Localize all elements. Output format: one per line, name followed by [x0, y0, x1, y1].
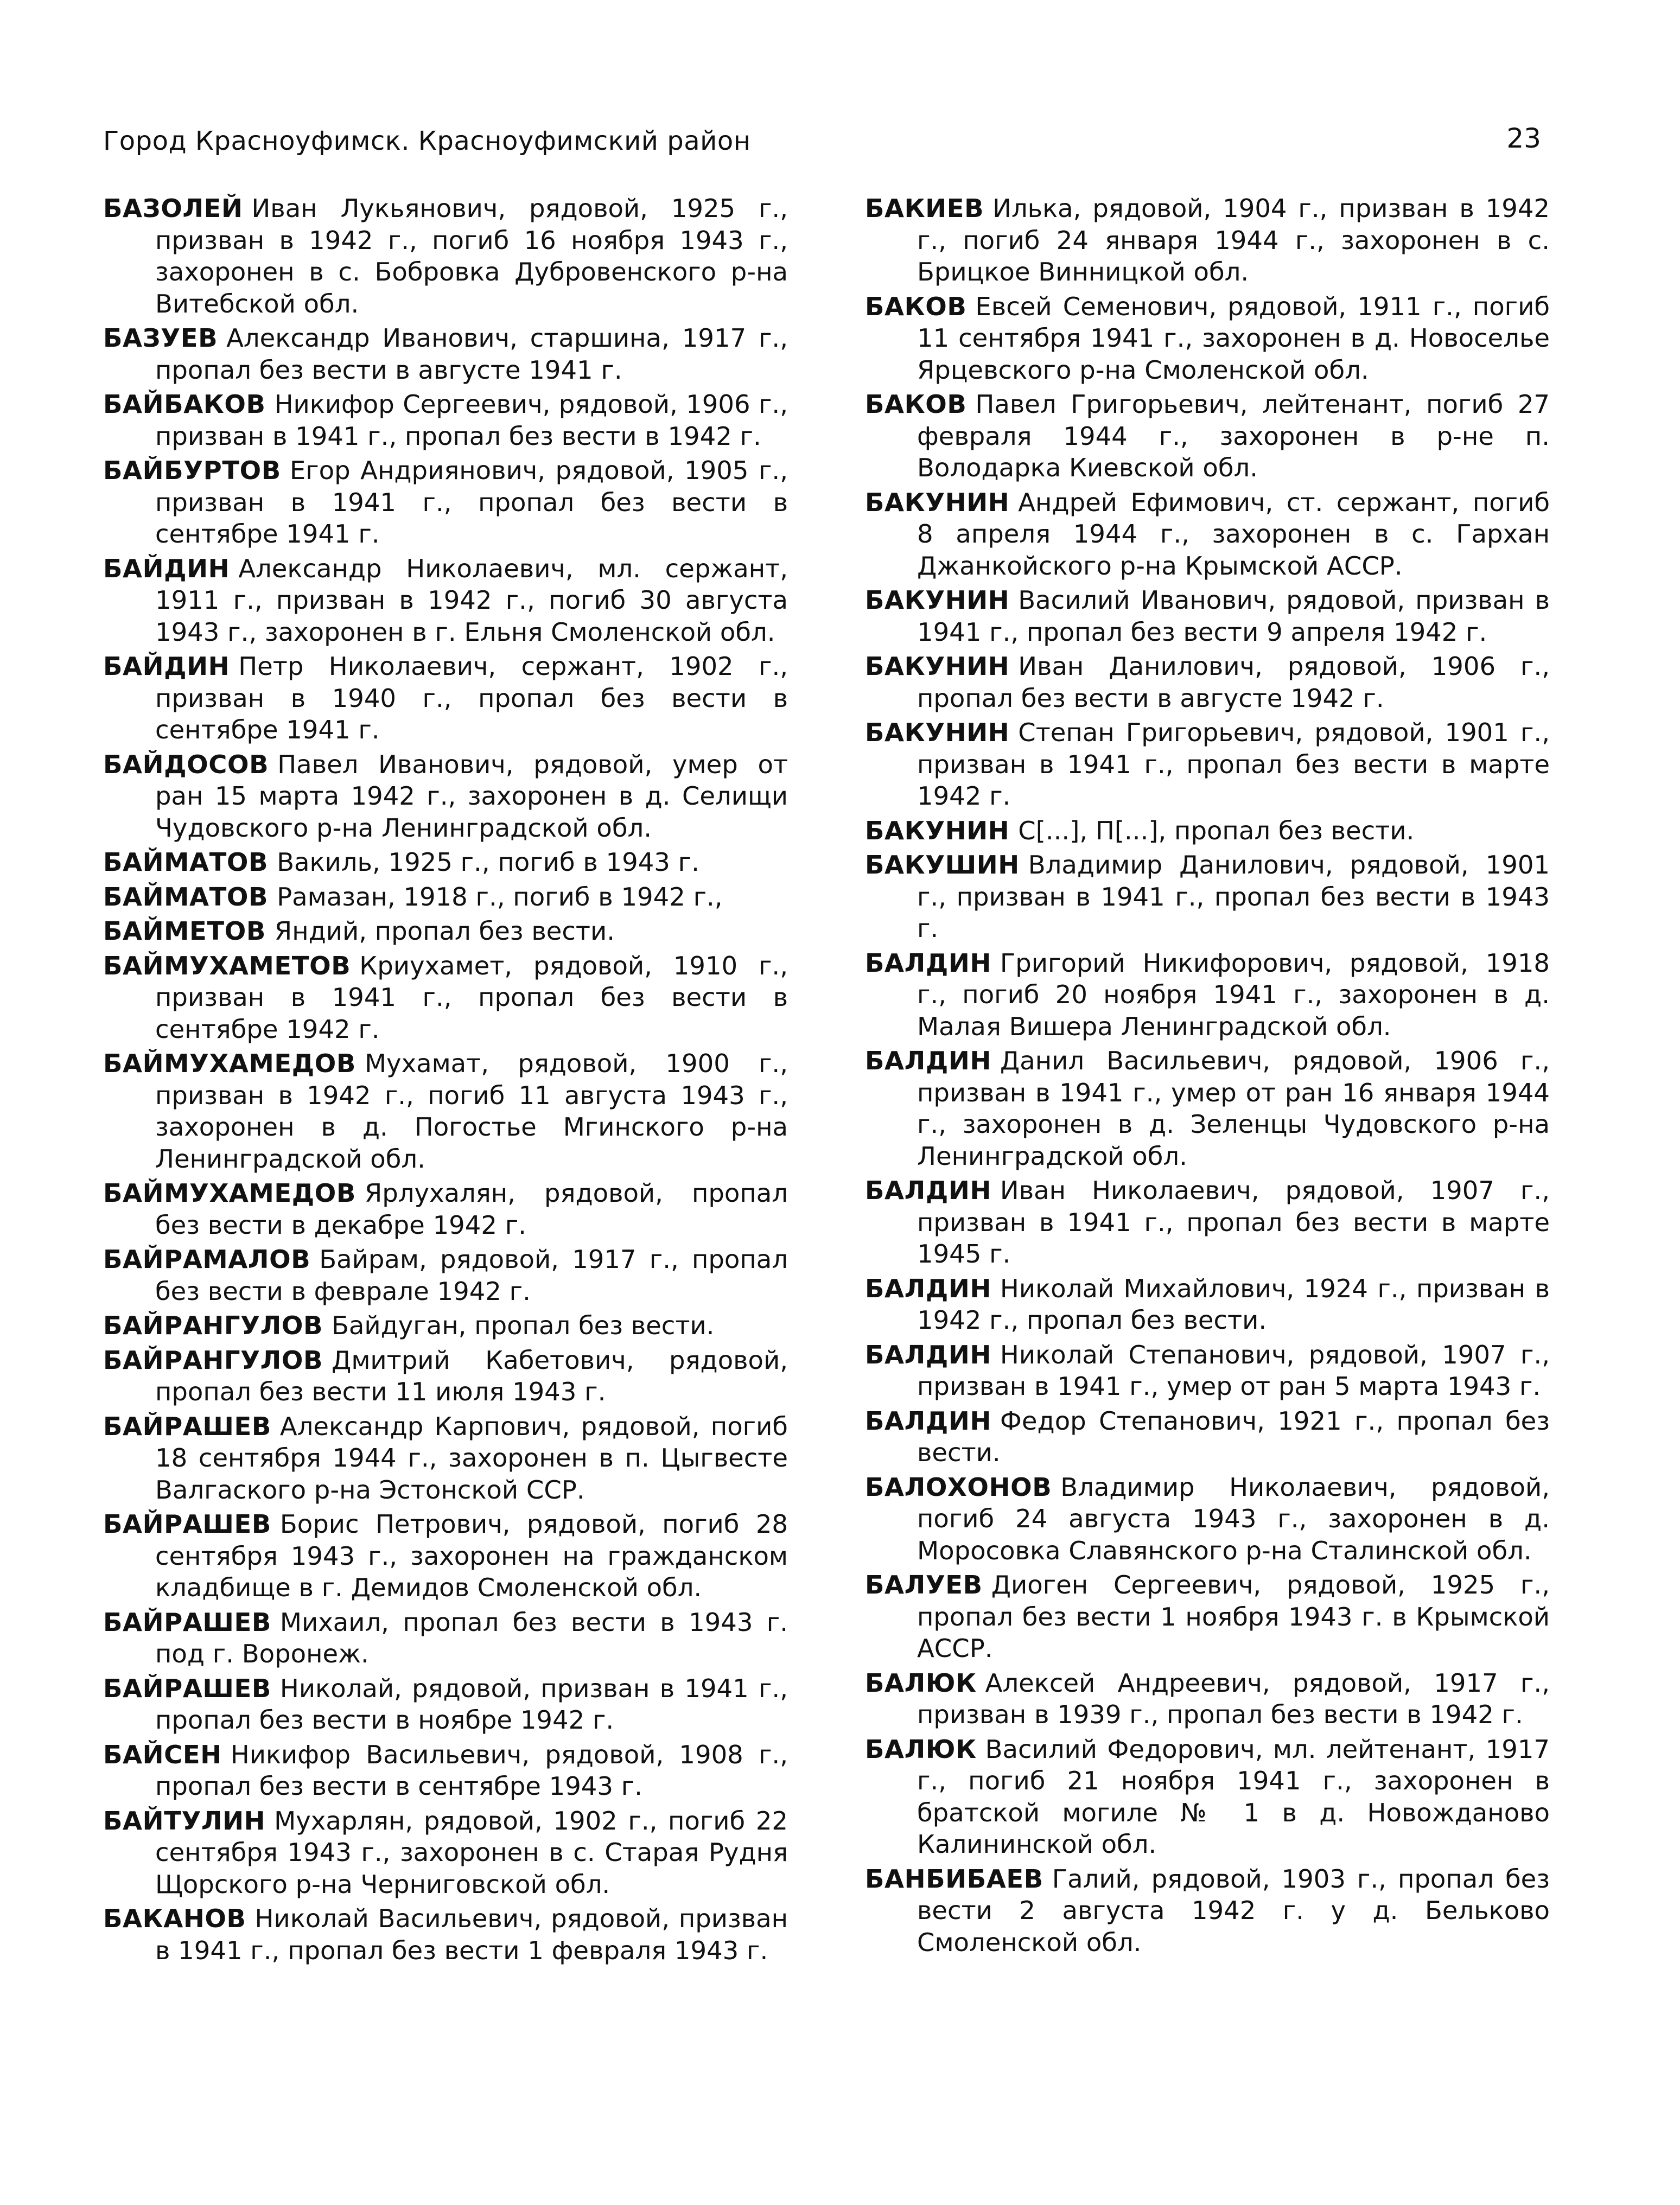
entry-text: Павел Григорьевич, лейтенант, погиб 27 февраля 1944 г., захоронен в р-не п. Володарка Киевской обл.: [917, 390, 1550, 482]
entry-text: Александр Иванович, старшина, 1917 г., пропал без вести в августе 1941 г.: [155, 323, 788, 385]
entry-text: Галий, рядовой, 1903 г., пропал без вести 2 августа 1942 г. у д. Бельково Смоленской обл.: [917, 1864, 1550, 1957]
list-entry: [103, 651, 788, 746]
page-header: [103, 123, 1568, 169]
entry-surname: БАЙМУХАМЕДОВ: [103, 1049, 356, 1078]
list-entry: [103, 950, 788, 1046]
entry-text: Николай, рядовой, призван в 1941 г., пропал без вести в ноябре 1942 г.: [155, 1673, 788, 1735]
entry-surname: БАЙМУХАМЕТОВ: [103, 951, 351, 980]
entry-text: Борис Петрович, рядовой, погиб 28 сентября 1943 г., захоронен на гражданском кладбище в г. Демидов Смоленской обл.: [155, 1509, 788, 1602]
list-entry: [103, 1048, 788, 1175]
entry-surname: БАЙМЕТОВ: [103, 916, 266, 946]
entry-surname: БАЙРАШЕВ: [103, 1607, 271, 1637]
running-title: Город Красноуфимск. Красноуфимский район: [103, 126, 751, 156]
entry-surname: БАЛДИН: [865, 1406, 991, 1436]
entry-text: Михаил, пропал без вести в 1943 г. под г. Воронеж.: [155, 1607, 788, 1668]
entry-text: Григорий Никифорович, рядовой, 1918 г., погиб 20 ноября 1941 г., захоронен в д. Малая Вишера Ленинградской обл.: [917, 948, 1550, 1041]
entry-surname: БАЛДИН: [865, 1273, 991, 1303]
page-number: 23: [1506, 123, 1541, 154]
list-entry: [103, 193, 788, 320]
entry-surname: БАЙМАТОВ: [103, 882, 269, 912]
list-entry: [103, 1739, 788, 1802]
entry-surname: БАЗОЛЕЙ: [103, 194, 243, 223]
list-entry: [103, 1607, 788, 1670]
entry-text: Николай Васильевич, рядовой, призван в 1941 г., пропал без вести 1 февраля 1943 г.: [155, 1904, 788, 1965]
entry-surname: БАЙРАНГУЛОВ: [103, 1311, 323, 1340]
entry-surname: БАКУНИН: [865, 815, 1010, 845]
entry-surname: БАЗУЕВ: [103, 323, 218, 353]
entry-surname: БАКОВ: [865, 390, 967, 419]
entry-surname: БАКУНИН: [865, 718, 1010, 747]
entry-text: Федор Степанович, 1921 г., пропал без вести.: [917, 1406, 1550, 1467]
list-entry: [865, 193, 1550, 288]
list-entry: [103, 388, 788, 452]
list-entry: [103, 881, 788, 913]
entry-text: Александр Николаевич, мл. сержант, 1911 г., призван в 1942 г., погиб 30 августа 1943 г., захоронен в г. Ельня Смоленской обл.: [155, 553, 788, 647]
entry-surname: БАЙРАШЕВ: [103, 1411, 271, 1441]
entry-text: Никифор Сергеевич, рядовой, 1906 г., призван в 1941 г., пропал без вести в 1942 г.: [155, 390, 788, 451]
list-entry: [865, 1667, 1550, 1731]
list-entry: [103, 1177, 788, 1241]
entry-surname: БАЙРАШЕВ: [103, 1673, 271, 1703]
entry-text: Павел Иванович, рядовой, умер от ран 15 марта 1942 г., захоронен в д. Селищи Чудовского р-на Ленинградской обл.: [155, 749, 788, 843]
list-entry: [865, 1863, 1550, 1959]
entry-surname: БАЙРАМАЛОВ: [103, 1245, 311, 1274]
entry-text: Алексей Андреевич, рядовой, 1917 г., призван в 1939 г., пропал без вести в 1942 г.: [917, 1668, 1550, 1729]
entry-surname: БАКАНОВ: [103, 1904, 246, 1933]
entry-text: Рамазан, 1918 г., погиб в 1942 г.,: [277, 882, 723, 912]
list-entry: [103, 1244, 788, 1307]
entry-surname: БАЙБАКОВ: [103, 390, 266, 419]
entry-surname: БАКУШИН: [865, 850, 1020, 880]
entry-text: Диоген Сергеевич, рядовой, 1925 г., пропал без вести 1 ноября 1943 г. в Крымской АССР.: [917, 1570, 1550, 1663]
list-entry: [103, 1805, 788, 1901]
entry-text: Мухарлян, рядовой, 1902 г., погиб 22 сентября 1943 г., захоронен в с. Старая Рудня Щорского р-на Черниговской обл.: [155, 1806, 788, 1899]
list-entry: [103, 553, 788, 648]
entry-text: Иван Лукьянович, рядовой, 1925 г., призван в 1942 г., погиб 16 ноября 1943 г., захоронен в с. Бобровка Дубровенского р-на Витебской обл.: [155, 194, 788, 318]
list-entry: [103, 749, 788, 844]
entry-text: С[...], П[...], пропал без вести.: [1018, 815, 1415, 845]
entry-surname: БАНБИБАЕВ: [865, 1864, 1043, 1894]
entry-text: Байрам, рядовой, 1917 г., пропал без вести в феврале 1942 г.: [155, 1245, 788, 1306]
entry-text: Степан Григорьевич, рядовой, 1901 г., призван в 1941 г., пропал без вести в марте 1942 г.: [917, 718, 1550, 811]
entry-text: Дмитрий Кабетович, рядовой, пропал без вести 11 июля 1943 г.: [155, 1345, 788, 1406]
entry-text: Яндий, пропал без вести.: [274, 916, 615, 946]
entry-text: Николай Степанович, рядовой, 1907 г., призван в 1941 г., умер от ран 5 марта 1943 г.: [917, 1340, 1550, 1401]
entry-text: Иван Данилович, рядовой, 1906 г., пропал без вести в августе 1942 г.: [917, 652, 1550, 713]
entry-surname: БАЙТУЛИН: [103, 1806, 266, 1836]
list-entry: [865, 1734, 1550, 1860]
entry-surname: БАКУНИН: [865, 652, 1010, 681]
entry-text: Данил Васильевич, рядовой, 1906 г., призван в 1941 г., умер от ран 16 января 1944 г., захоронен в д. Зеленцы Чудовского р-на Ленинградской обл.: [917, 1046, 1550, 1171]
list-entry: [865, 1569, 1550, 1665]
list-entry: [865, 1471, 1550, 1567]
right-column: [865, 193, 1550, 1961]
entry-text: Николай Михайлович, 1924 г., призван в 1942 г., пропал без вести.: [917, 1273, 1550, 1335]
list-entry: [865, 849, 1550, 945]
entry-surname: БАЛДИН: [865, 1176, 991, 1205]
list-entry: [865, 947, 1550, 1043]
list-entry: [865, 291, 1550, 386]
entry-surname: БАЛДИН: [865, 1340, 991, 1369]
entry-surname: БАЙСЕН: [103, 1739, 222, 1769]
list-entry: [103, 1411, 788, 1506]
list-entry: [865, 717, 1550, 812]
entry-text: Вакиль, 1925 г., погиб в 1943 г.: [277, 847, 699, 877]
list-entry: [865, 388, 1550, 484]
list-entry: [103, 1508, 788, 1604]
entry-text: Владимир Данилович, рядовой, 1901 г., призван в 1941 г., пропал без вести в 1943 г.: [917, 850, 1550, 943]
entry-surname: БАЛОХОНОВ: [865, 1472, 1052, 1502]
entry-text: Егор Андриянович, рядовой, 1905 г., призван в 1941 г., пропал без вести в сентябре 1941 г.: [155, 456, 788, 549]
entry-text: Мухамат, рядовой, 1900 г., призван в 1942 г., погиб 11 августа 1943 г., захоронен в д. Погостье Мгинского р-на Ленинградской обл.: [155, 1049, 788, 1174]
entry-surname: БАЛЮК: [865, 1668, 977, 1698]
entry-text: Байдуган, пропал без вести.: [332, 1311, 715, 1340]
list-entry: [103, 915, 788, 947]
entry-surname: БАЙДИН: [103, 553, 230, 583]
entry-surname: БАКОВ: [865, 291, 967, 321]
entry-text: Никифор Васильевич, рядовой, 1908 г., пропал без вести в сентябре 1943 г.: [155, 1739, 788, 1801]
entry-surname: БАЙРАНГУЛОВ: [103, 1345, 323, 1375]
entry-surname: БАЛУЕВ: [865, 1570, 983, 1599]
entry-surname: БАЙРАШЕВ: [103, 1509, 271, 1539]
list-entry: [103, 455, 788, 550]
entry-surname: БАЙДИН: [103, 652, 230, 681]
list-entry: [865, 1175, 1550, 1270]
list-entry: [103, 1344, 788, 1408]
entry-surname: БАКУНИН: [865, 487, 1010, 517]
list-entry: [865, 584, 1550, 648]
list-entry: [865, 1273, 1550, 1336]
entry-surname: БАЙДОСОВ: [103, 749, 269, 779]
left-column: [103, 193, 788, 1969]
list-entry: [865, 815, 1550, 847]
entry-surname: БАЙМАТОВ: [103, 847, 269, 877]
list-entry: [103, 322, 788, 386]
entry-text: Ярлухалян, рядовой, пропал без вести в декабре 1942 г.: [155, 1178, 788, 1240]
entry-text: Андрей Ефимович, ст. сержант, погиб 8 апреля 1944 г., захоронен в с. Гархан Джанкойского р-на Крымской АССР.: [917, 487, 1550, 581]
entry-text: Александр Карпович, рядовой, погиб 18 сентября 1944 г., захоронен в п. Цыгвесте Валгаского р-на Эстонской ССР.: [155, 1411, 788, 1505]
entry-text: Василий Иванович, рядовой, призван в 1941 г., пропал без вести 9 апреля 1942 г.: [917, 585, 1550, 647]
entry-text: Иван Николаевич, рядовой, 1907 г., призван в 1941 г., пропал без вести в марте 1945 г.: [917, 1176, 1550, 1269]
entry-surname: БАЛЮК: [865, 1734, 977, 1764]
entry-surname: БАЙМУХАМЕДОВ: [103, 1178, 356, 1208]
list-entry: [103, 1903, 788, 1966]
entry-surname: БАЙБУРТОВ: [103, 456, 281, 485]
list-entry: [103, 1310, 788, 1342]
list-entry: [865, 1045, 1550, 1172]
entry-text: Илька, рядовой, 1904 г., призван в 1942 г., погиб 24 января 1944 г., захоронен в с. Брицкое Винницкой обл.: [917, 194, 1550, 286]
entry-text: Владимир Николаевич, рядовой, погиб 24 августа 1943 г., захоронен в д. Моросовка Славянского р-на Сталинской обл.: [917, 1472, 1550, 1565]
entry-text: Евсей Семенович, рядовой, 1911 г., погиб 11 сентября 1941 г., захоронен в д. Новоселье Ярцевского р-на Смоленской обл.: [917, 291, 1550, 385]
list-entry: [103, 1673, 788, 1736]
entry-text: Василий Федорович, мл. лейтенант, 1917 г., погиб 21 ноября 1941 г., захоронен в братской могиле № 1 в д. Новожданово Калининской обл.: [917, 1734, 1550, 1859]
entry-text: Криухамет, рядовой, 1910 г., призван в 1941 г., пропал без вести в сентябре 1942 г.: [155, 951, 788, 1044]
list-entry: [865, 1405, 1550, 1469]
entry-surname: БАКУНИН: [865, 585, 1010, 615]
list-entry: [865, 487, 1550, 582]
entry-surname: БАЛДИН: [865, 1046, 991, 1075]
list-entry: [865, 651, 1550, 714]
entry-surname: БАКИЕВ: [865, 194, 984, 223]
list-entry: [103, 846, 788, 878]
entry-surname: БАЛДИН: [865, 948, 991, 978]
list-entry: [865, 1339, 1550, 1403]
entry-text: Петр Николаевич, сержант, 1902 г., призван в 1940 г., пропал без вести в сентябре 1941 г.: [155, 652, 788, 744]
